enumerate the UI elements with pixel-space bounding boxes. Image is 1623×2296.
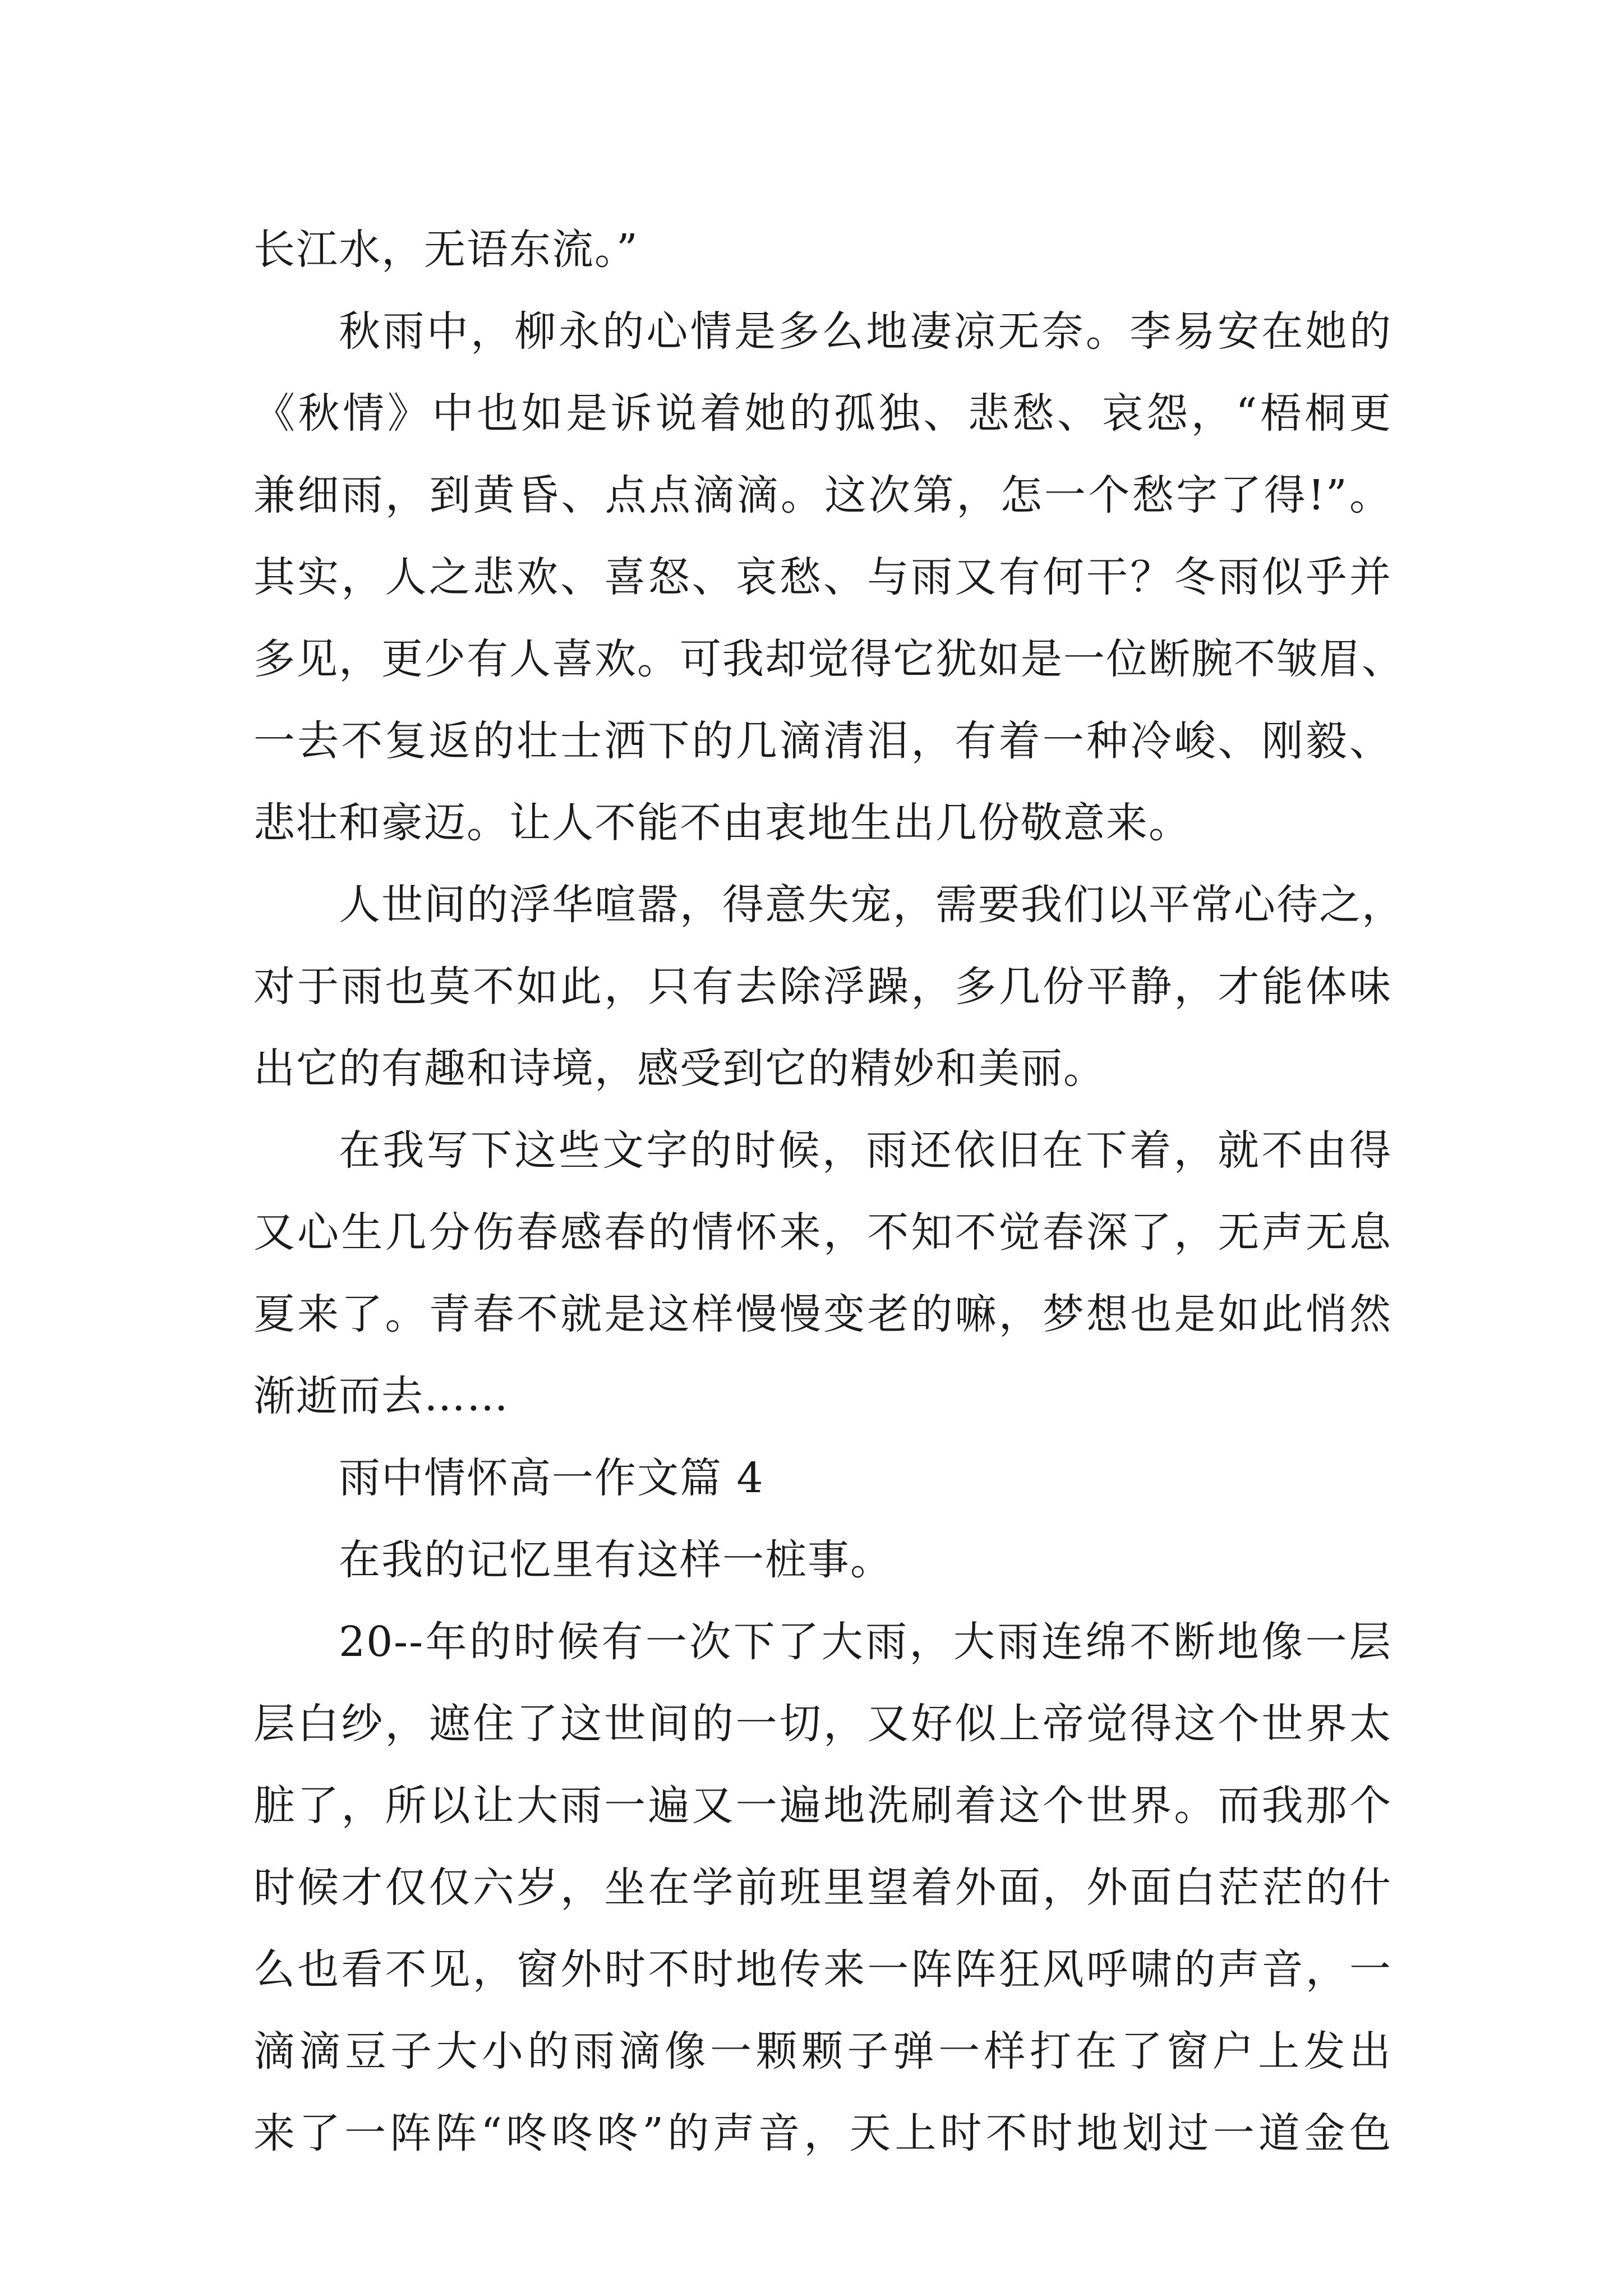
paragraph xyxy=(253,1601,1392,2174)
paragraph xyxy=(253,291,1404,864)
text-line: 《秋情》中也如是诉说着她的孤独、悲愁、哀怨，“梧桐更 xyxy=(253,389,1392,438)
text-line: 来了一阵阵“咚咚咚”的声音，天上时不时地划过一道金色 xyxy=(253,2109,1392,2157)
text-line: 又心生几分伤春感春的情怀来，不知不觉春深了，无声无息 xyxy=(253,1208,1392,1257)
text-line: 夏来了。青春不就是这样慢慢变老的嘛，梦想也是如此悄然 xyxy=(253,1290,1392,1338)
text-line: 对于雨也莫不如此，只有去除浮躁，多几份平静，才能体味 xyxy=(253,963,1392,1011)
text-line: 悲壮和豪迈。让人不能不由衷地生出几份敬意来。 xyxy=(253,799,1191,847)
text-line: 层白纱，遮住了这世间的一切，又好似上帝觉得这个世界太 xyxy=(253,1700,1392,1748)
document-body xyxy=(253,209,1404,2174)
text-line: 滴滴豆子大小的雨滴像一颗颗子弹一样打在了窗户上发出 xyxy=(253,2027,1392,2076)
text-line: 多见，更少有人喜欢。可我却觉得它犹如是一位断腕不皱眉、 xyxy=(253,635,1404,683)
paragraph xyxy=(253,209,1392,291)
text-line: 么也看不见，窗外时不时地传来一阵阵狂风呼啸的声音，一 xyxy=(253,1945,1392,1994)
text-line: 时候才仅仅六岁，坐在学前班里望着外面，外面白茫茫的什 xyxy=(253,1864,1392,1912)
paragraph xyxy=(253,1519,1392,1601)
text-line: 秋雨中，柳永的心情是多么地凄凉无奈。李易安在她的 xyxy=(339,307,1392,356)
text-line: 在我写下这些文字的时候，雨还依旧在下着，就不由得 xyxy=(339,1126,1392,1175)
text-line: 一去不复返的壮士洒下的几滴清泪，有着一种冷峻、刚毅、 xyxy=(253,717,1392,765)
paragraph xyxy=(253,1437,1392,1519)
text-line: 脏了，所以让大雨一遍又一遍地洗刷着这个世界。而我那个 xyxy=(253,1782,1392,1830)
text-line: 出它的有趣和诗境，感受到它的精妙和美丽。 xyxy=(253,1045,1106,1093)
text-line: 雨中情怀高一作文篇 4 xyxy=(339,1454,764,1502)
text-line: 长江水，无语东流。” xyxy=(253,226,639,274)
text-line: 人世间的浮华喧嚣，得意失宠，需要我们以平常心待之， xyxy=(339,881,1404,929)
text-line: 其实，人之悲欢、喜怒、哀愁、与雨又有何干？冬雨似乎并 xyxy=(253,553,1392,601)
text-line: 在我的记忆里有这样一桩事。 xyxy=(339,1536,893,1584)
paragraph xyxy=(253,1110,1392,1437)
text-line: 渐逝而去…… xyxy=(253,1372,509,1420)
text-line: 20--年的时候有一次下了大雨，大雨连绵不断地像一层 xyxy=(339,1618,1392,1666)
paragraph xyxy=(253,864,1404,1110)
text-line: 兼细雨，到黄昏、点点滴滴。这次第，怎一个愁字了得!”。 xyxy=(253,471,1392,519)
